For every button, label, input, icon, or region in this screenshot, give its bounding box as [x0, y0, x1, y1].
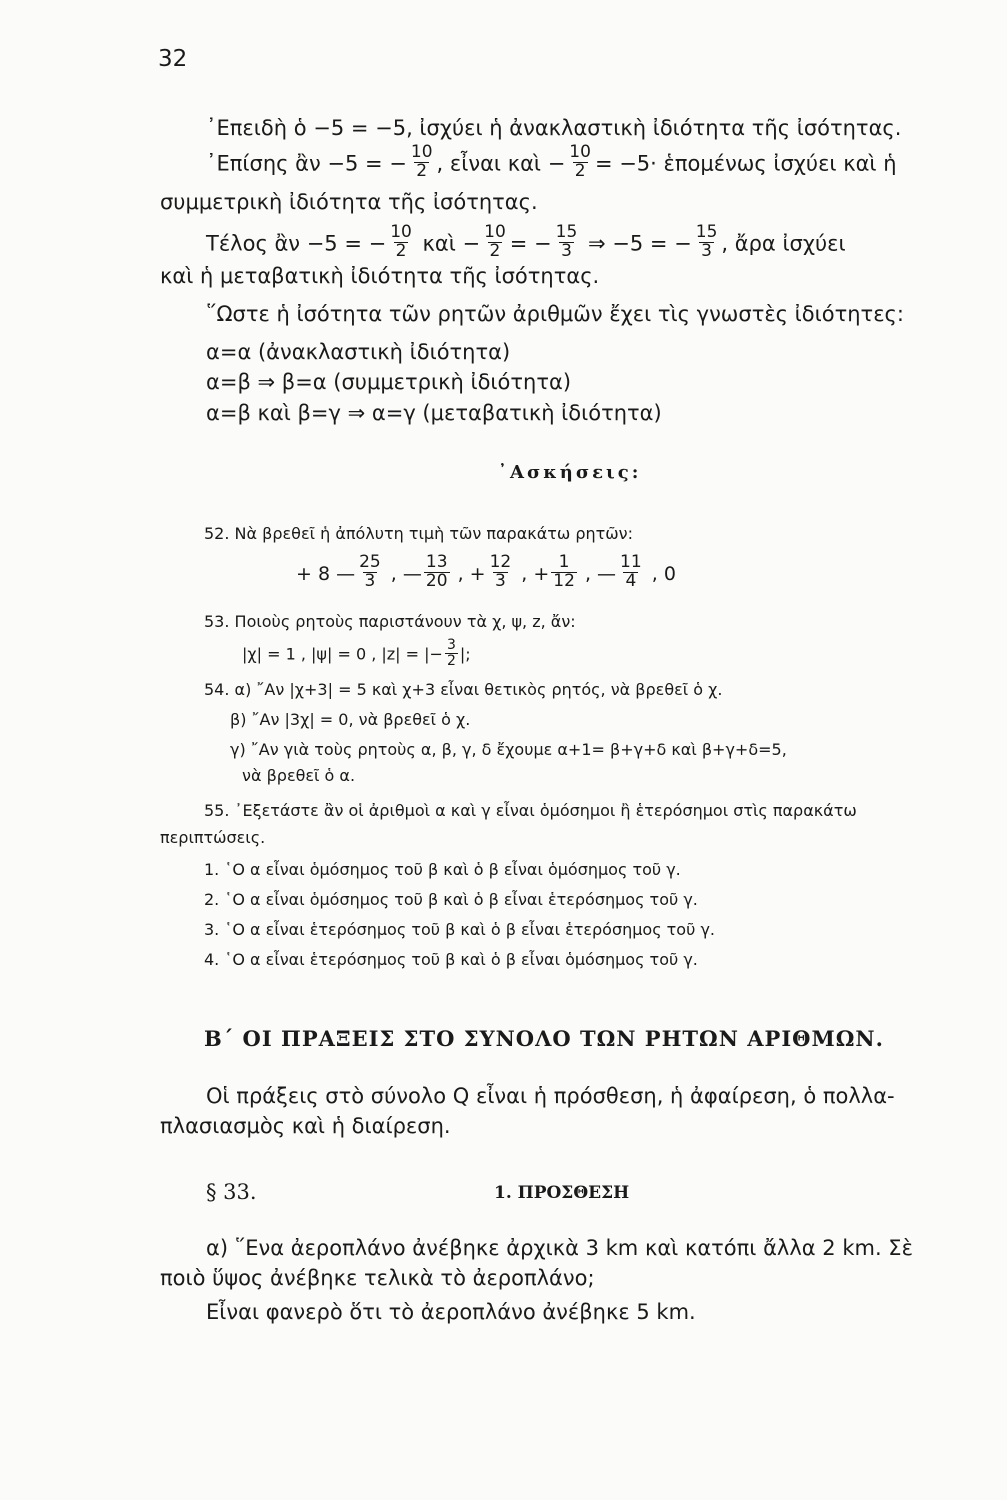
denominator: 12: [553, 570, 575, 591]
exercise-54-c: γ) ῎Αν γιὰ τοὺς ρητοὺς α, β, γ, δ ἔχουμε α+1= β+γ+δ καὶ β+γ+δ=5,: [230, 740, 787, 759]
fraction: [482, 224, 508, 261]
denominator: 3: [364, 570, 376, 591]
text-run: —: [336, 562, 356, 585]
fraction: [388, 224, 414, 261]
text-run: Τέλος ἂν −5 = −: [206, 231, 387, 256]
section-title: Β΄ ΟΙ ΠΡΑΞΕΙΣ ΣΤΟ ΣΥΝΟΛΟ ΤΩΝ ΡΗΤΩΝ ΑΡΙΘΜΩΝ.: [204, 1026, 884, 1051]
fraction: [424, 554, 450, 591]
subsection-title: 1. ΠΡΟΣΘΕΣΗ: [494, 1183, 630, 1203]
text-line-with-fractions: [206, 142, 897, 183]
intro-line: Οἱ πράξεις στὸ σύνολο Q εἶναι ἡ πρόσθεση, ἡ ἀφαίρεση, ὁ πολλα-: [206, 1084, 895, 1108]
text-run: , —: [584, 562, 617, 585]
numerator: 10: [484, 222, 506, 242]
property-symmetric: α=β ⇒ β=α (συμμετρικὴ ἰδιότητα): [206, 370, 572, 394]
numerator: 15: [555, 222, 578, 242]
text-run: , +: [457, 562, 486, 585]
exercise-55: 55. ᾿Εξετάστε ἂν οἱ ἀριθμοὶ α καὶ γ εἶναι ὁμόσημοι ἢ ἑτερόσημοι στὶς παρακάτω: [204, 801, 857, 820]
exercise-53-equations: [242, 637, 471, 670]
exercise-54-b: β) ῎Αν |3χ| = 0, νὰ βρεθεῖ ὁ χ.: [230, 710, 471, 729]
fraction: [357, 554, 383, 591]
fraction: [567, 144, 593, 181]
exercise-52: 52. Νὰ βρεθεῖ ἡ ἀπόλυτη τιμὴ τῶν παρακάτω ρητῶν:: [204, 524, 634, 543]
denominator: 20: [425, 570, 448, 591]
denominator: 2: [489, 240, 501, 261]
case-item: 2. ῾Ο α εἶναι ὁμόσημος τοῦ β καὶ ὁ β εἶναι ἑτερόσημος τοῦ γ.: [204, 890, 698, 909]
fraction: [445, 638, 458, 668]
intro-line: πλασιασμὸς καὶ ἡ διαίρεση.: [160, 1114, 451, 1138]
text-run: , 0: [651, 562, 676, 585]
denominator: 3: [494, 570, 506, 591]
numerator: 1: [558, 552, 570, 572]
numerator: 25: [359, 552, 381, 572]
denominator: 2: [446, 652, 456, 669]
exercise-54-a: 54. α) ῎Αν |χ+3| = 5 καὶ χ+3 εἶναι θετικὸς ρητός, νὰ βρεθεῖ ὁ χ.: [204, 680, 723, 699]
text-run: + 8: [296, 562, 331, 585]
numerator: 15: [695, 222, 718, 242]
property-transitive: α=β καὶ β=γ ⇒ α=γ (μεταβατικὴ ἰδιότητα): [206, 401, 662, 425]
fraction: [554, 224, 580, 261]
case-item: 1. ῾Ο α εἶναι ὁμόσημος τοῦ β καὶ ὁ β εἶναι ὁμόσημος τοῦ γ.: [204, 860, 681, 879]
numerator: 10: [569, 142, 591, 162]
fraction: [488, 554, 514, 591]
text-run: ⇒ −5 = −: [587, 231, 692, 256]
body-line: α) ῞Ενα ἀεροπλάνο ἀνέβηκε ἀρχικὰ 3 km καὶ κατόπι ἄλλα 2 km. Σὲ: [206, 1236, 913, 1260]
fraction: [551, 554, 577, 591]
text-run: καὶ −: [422, 231, 481, 256]
text-line: ῞Ωστε ἡ ἰσότητα τῶν ρητῶν ἀριθμῶν ἔχει τὶς γνωστὲς ἰδιότητες:: [206, 302, 904, 326]
body-line: Εἶναι φανερὸ ὅτι τὸ ἀεροπλάνο ἀνέβηκε 5 km.: [206, 1300, 696, 1324]
exercise-52-values: [296, 552, 676, 593]
fraction: [618, 554, 644, 591]
text-run: , εἶναι καὶ −: [436, 151, 566, 176]
fraction: [694, 224, 720, 261]
exercise-54-c-cont: νὰ βρεθεῖ ὁ α.: [242, 766, 356, 785]
text-line: ᾿Επειδὴ ὁ −5 = −5, ἰσχύει ἡ ἀνακλαστικὴ ἰδιότητα τῆς ἰσότητας.: [206, 116, 902, 140]
text-run: = −: [509, 231, 552, 256]
text-line: συμμετρικὴ ἰδιότητα τῆς ἰσότητας.: [160, 190, 538, 214]
text-line: καὶ ἡ μεταβατικὴ ἰδιότητα τῆς ἰσότητας.: [160, 264, 600, 288]
exercise-55-cont: περιπτώσεις.: [160, 828, 266, 847]
text-run: |χ| = 1 , |ψ| = 0 , |z| = |−: [242, 644, 443, 664]
denominator: 2: [416, 160, 428, 181]
numerator: 12: [489, 552, 512, 572]
exercises-heading: ᾿Ασκήσεις:: [498, 462, 642, 483]
denominator: 3: [561, 240, 572, 261]
case-item: 4. ῾Ο α εἶναι ἑτερόσημος τοῦ β καὶ ὁ β εἶναι ὁμόσημος τοῦ γ.: [204, 950, 698, 969]
paragraph-number: § 33.: [206, 1180, 257, 1204]
text-run: , —: [390, 562, 422, 585]
text-run: |;: [459, 644, 471, 664]
text-run: = −5· ἑπομένως ἰσχύει καὶ ἡ: [594, 151, 897, 176]
text-line-with-fractions: [206, 222, 846, 263]
exercise-53: 53. Ποιοὺς ρητοὺς παριστάνουν τὰ χ, ψ, z, ἄν:: [204, 612, 576, 631]
body-line: ποιὸ ὕψος ἀνέβηκε τελικὰ τὸ ἀεροπλάνο;: [160, 1266, 595, 1290]
numerator: 11: [620, 552, 642, 572]
denominator: 4: [625, 570, 637, 591]
denominator: 3: [701, 240, 712, 261]
text-run: , +: [521, 562, 550, 585]
case-item: 3. ῾Ο α εἶναι ἑτερόσημος τοῦ β καὶ ὁ β εἶναι ἑτερόσημος τοῦ γ.: [204, 920, 715, 939]
denominator: 2: [395, 240, 407, 261]
numerator: 10: [390, 222, 412, 242]
property-reflexive: α=α (ἀνακλαστικὴ ἰδιότητα): [206, 340, 511, 364]
fraction: [409, 144, 435, 181]
text-run: ᾿Επίσης ἂν −5 = −: [206, 151, 407, 176]
numerator: 3: [446, 637, 456, 653]
numerator: 10: [410, 142, 433, 162]
denominator: 2: [574, 160, 586, 181]
text-run: , ἄρα ἰσχύει: [721, 231, 846, 256]
numerator: 13: [425, 552, 448, 572]
page-number: 32: [158, 46, 188, 72]
